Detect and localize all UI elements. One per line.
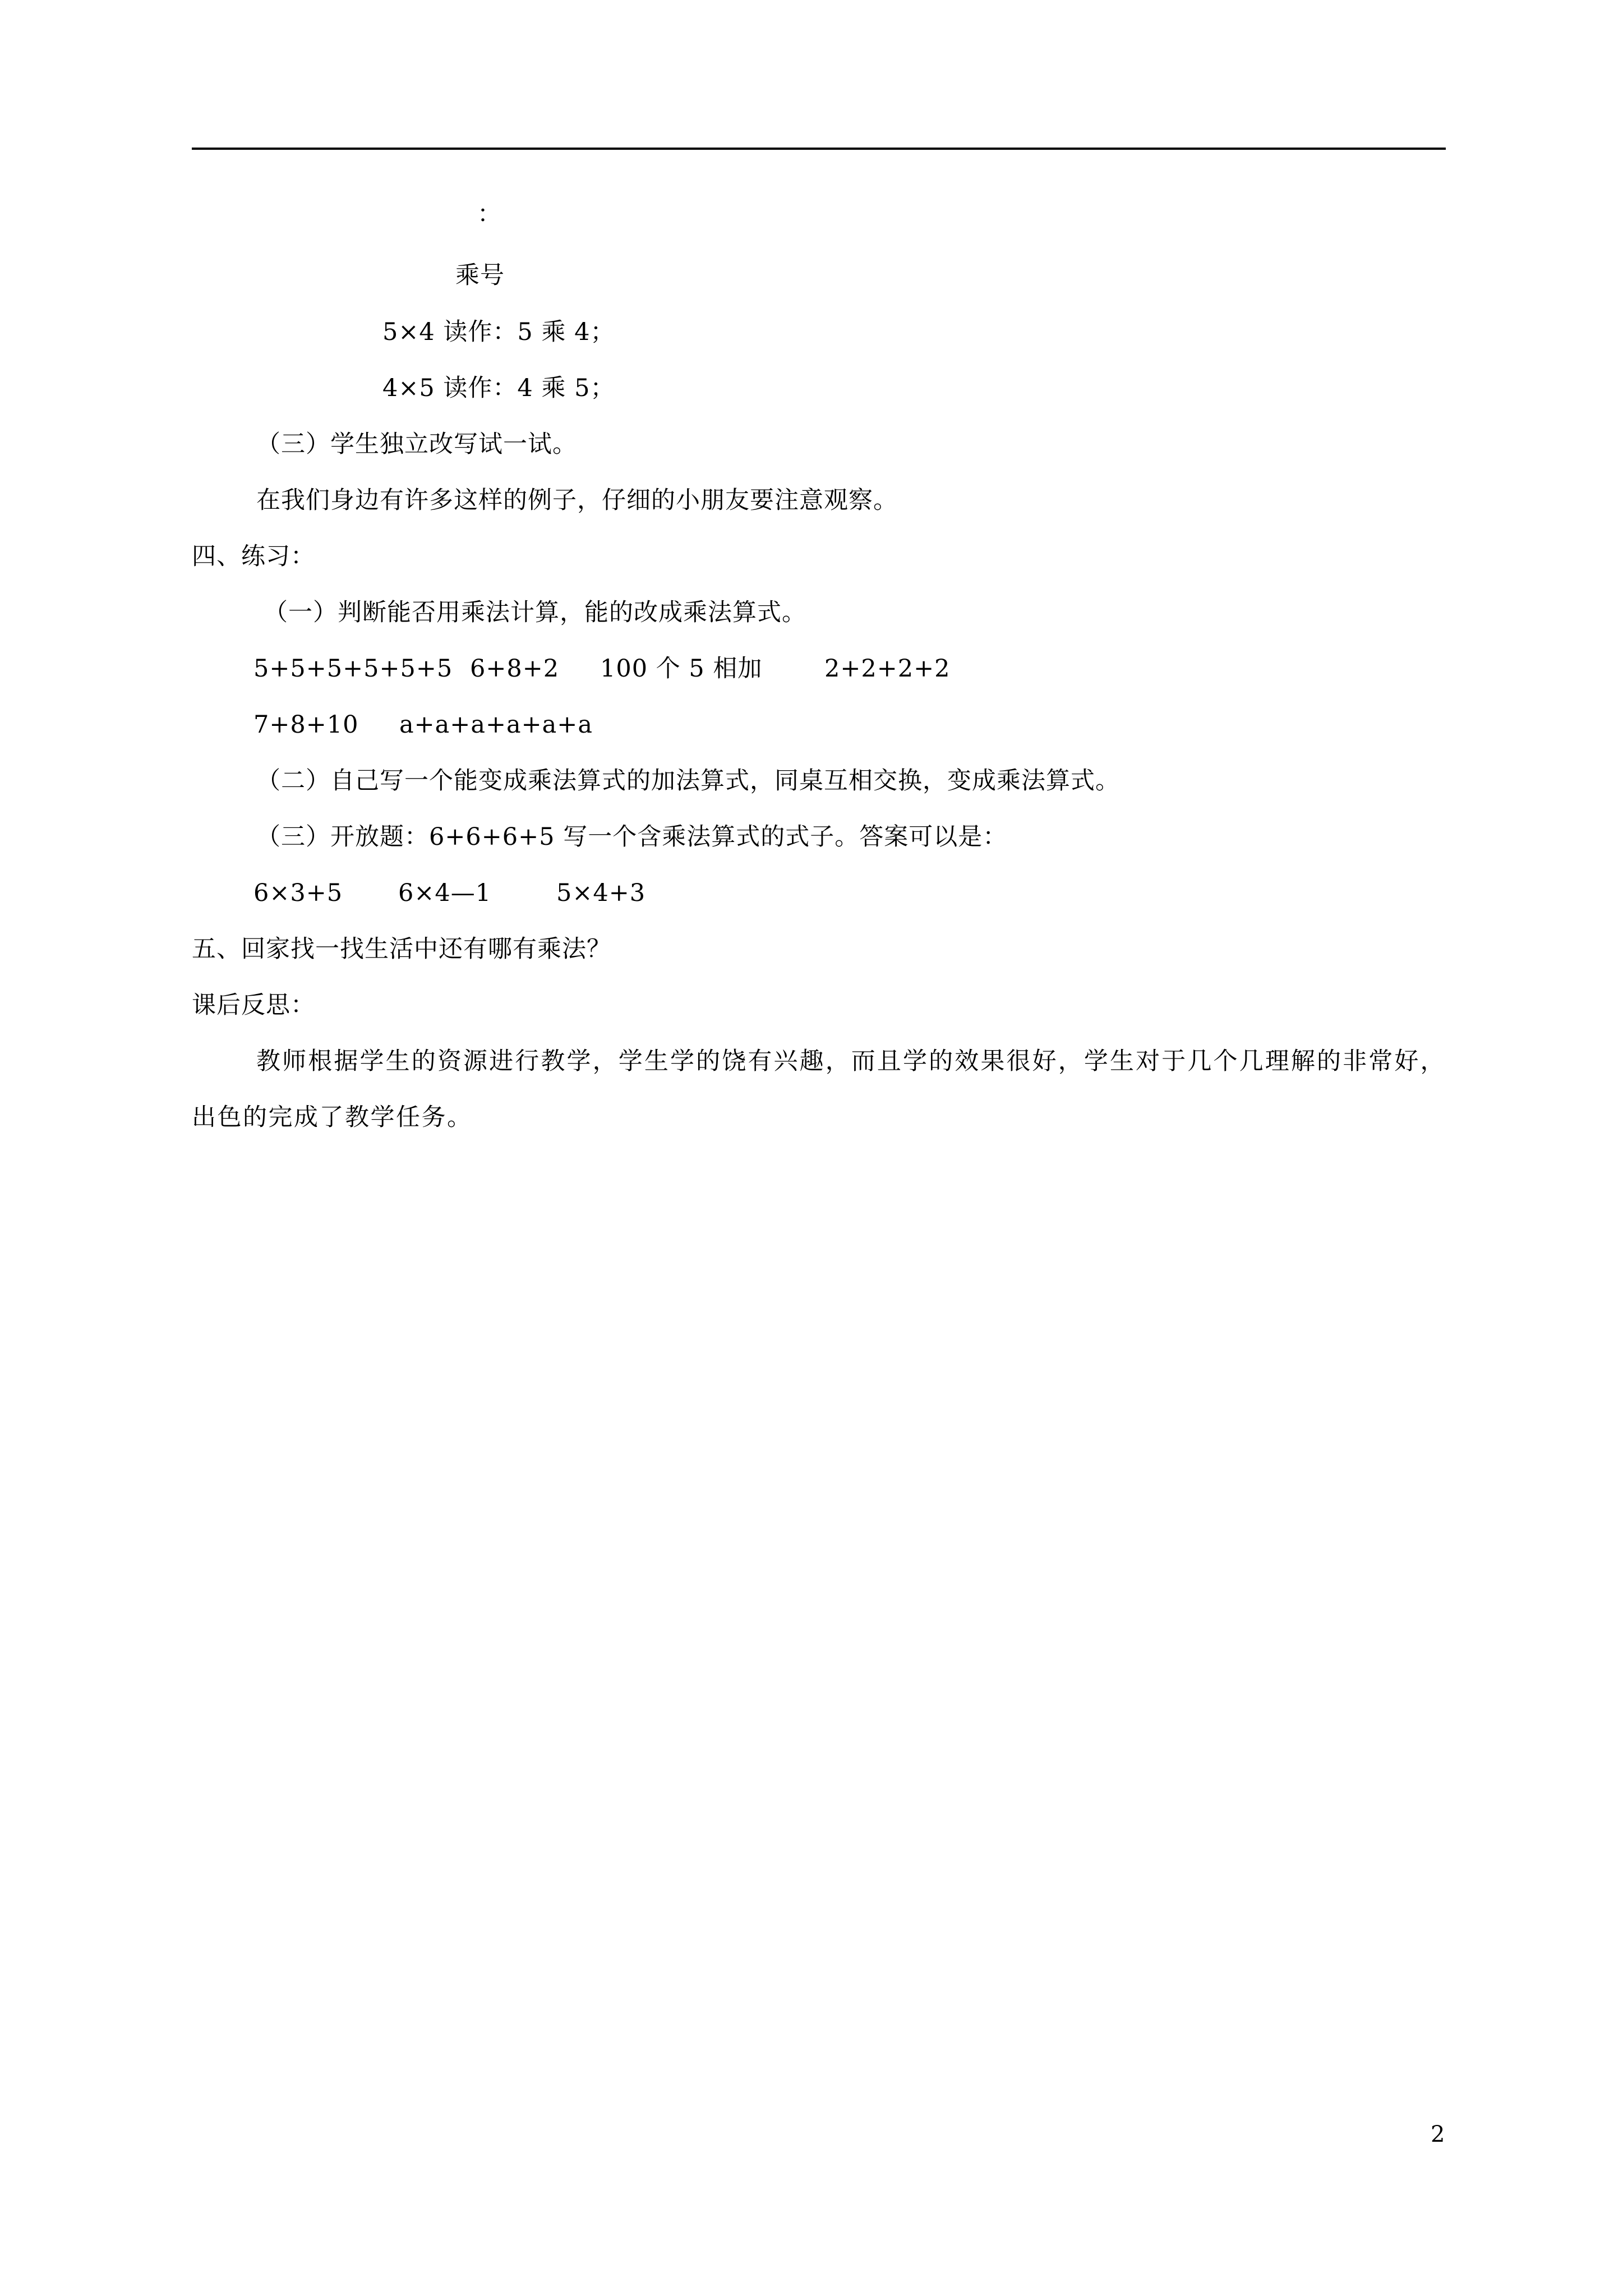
multiplication-sign-label: 乘号 <box>455 261 505 289</box>
read-4x5: 4×5 读作：4 乘 5； <box>382 374 615 402</box>
step-3-rewrite: （三）学生独立改写试一试。 <box>256 430 577 458</box>
section-5-heading: 五、回家找一找生活中还有哪有乘法？ <box>192 935 611 963</box>
exercise-3: （三）开放题：6+6+6+5 写一个含乘法算式的式子。答案可以是： <box>256 823 1008 851</box>
exercise-1-expr-f: a+a+a+a+a+a <box>399 711 593 739</box>
answer-c: 5×4+3 <box>556 879 646 907</box>
header-rule <box>192 148 1446 150</box>
reflection-paragraph: 教师根据学生的资源进行教学，学生学的饶有兴趣，而且学的效果很好，学生对于几个几理解的非常好，出色的完成了教学任务。 <box>192 1047 1446 1131</box>
exercise-1: （一）判断能否用乘法计算，能的改成乘法算式。 <box>264 599 806 627</box>
read-5x4: 5×4 读作：5 乘 4； <box>382 318 615 346</box>
section-4-heading: 四、练习： <box>192 542 315 570</box>
exercise-1-expr-c: 100 个 5 相加 <box>600 655 763 683</box>
answer-b: 6×4—1 <box>398 879 492 907</box>
observe-note: 在我们身边有许多这样的例子，仔细的小朋友要注意观察。 <box>256 486 898 514</box>
answer-a: 6×3+5 <box>253 879 343 907</box>
exercise-1-expr-d: 2+2+2+2 <box>824 655 951 683</box>
exercise-2: （二）自己写一个能变成乘法算式的加法算式，同桌互相交换，变成乘法算式。 <box>256 767 1120 795</box>
exercise-1-expr-e: 7+8+10 <box>253 711 359 739</box>
exercise-1-expr-a: 5+5+5+5+5+5 <box>253 655 453 683</box>
colon-mark: ： <box>477 200 502 228</box>
page-number: 2 <box>1431 2122 1445 2147</box>
exercise-1-expr-b: 6+8+2 <box>470 655 560 683</box>
reflection-heading: 课后反思： <box>192 991 315 1019</box>
